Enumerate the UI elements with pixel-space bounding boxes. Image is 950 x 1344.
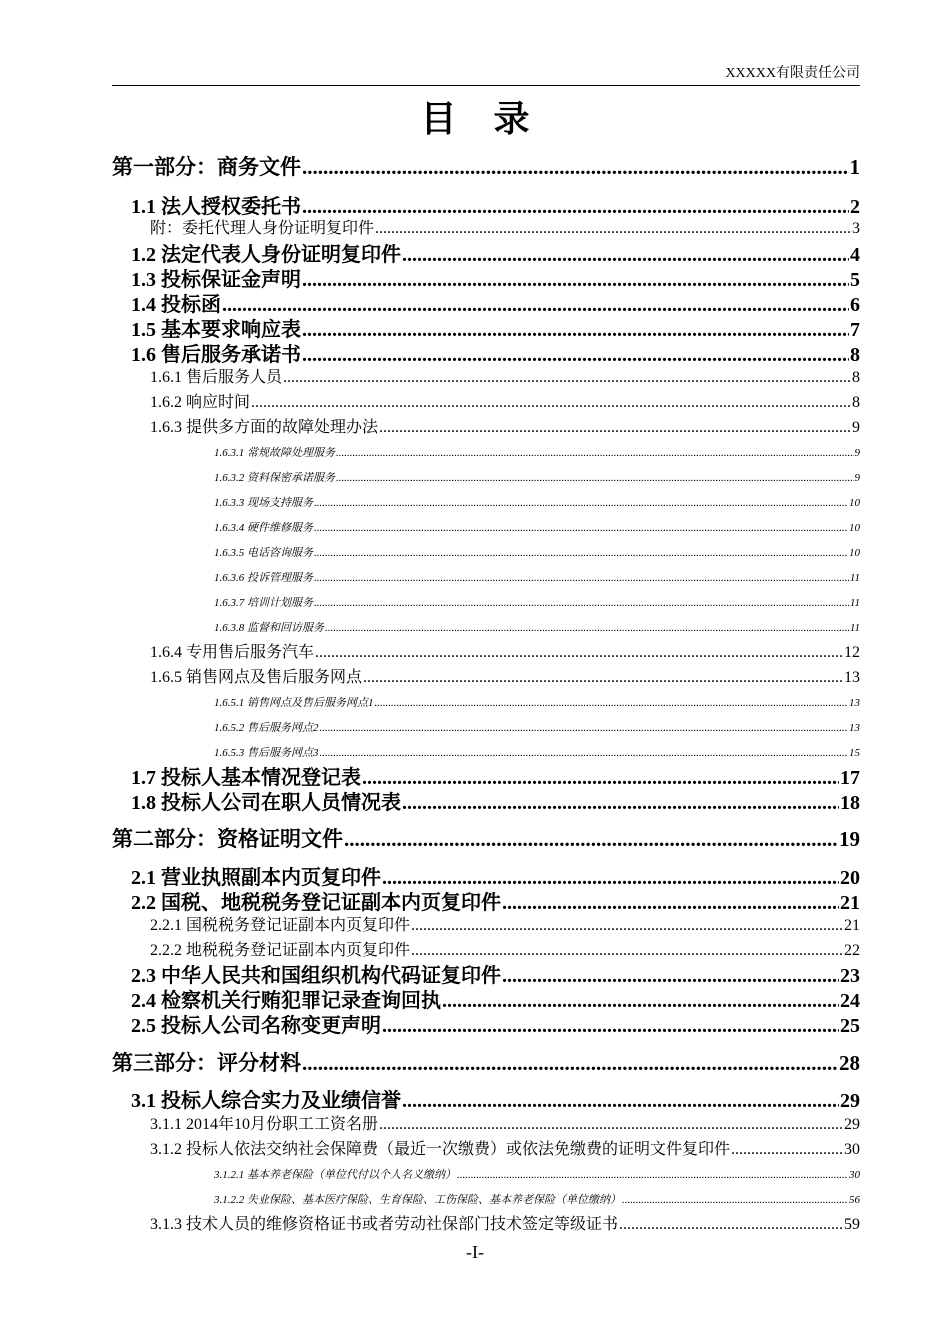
toc-entry[interactable]: 1.6.3.5 电话咨询服务 ..... 10 [214,546,860,560]
toc-entry[interactable]: 1.6 售后服务承诺书 ..... 8 [131,343,860,367]
page-number: -I- [466,1242,484,1262]
toc-entry[interactable]: 1.8 投标人公司在职人员情况表 ..... 18 [131,791,860,815]
toc-entry[interactable]: 1.5 基本要求响应表 ..... 7 [131,318,860,342]
toc-entry[interactable]: 2.5 投标人公司名称变更声明 ..... 25 [131,1014,860,1038]
toc-entry[interactable]: 1.6.2 响应时间 ..... 8 [150,393,860,413]
toc-entry[interactable]: 1.3 投标保证金声明 ..... 5 [131,268,860,292]
toc-entry[interactable]: 1.6.3.6 投诉管理服务 ..... 11 [214,571,860,585]
toc-entry[interactable]: 2.2 国税、地税税务登记证副本内页复印件 ..... 21 [131,891,860,915]
toc-entry[interactable]: 1.6.3 提供多方面的故障处理办法 ..... 9 [150,418,860,438]
toc-entry[interactable]: 2.1 营业执照副本内页复印件 ..... 20 [131,866,860,890]
toc-entry[interactable]: 1.6.3.7 培训计划服务 ..... 11 [214,596,860,610]
toc-entry[interactable]: 1.6.1 售后服务人员 ..... 8 [150,368,860,388]
toc-entry[interactable]: 1.1 法人授权委托书 ..... 2 [131,195,860,219]
toc-entry[interactable]: 1.4 投标函 ..... 6 [131,293,860,317]
page-title: 目 录 [420,99,544,139]
toc-entry[interactable]: 1.6.3.8 监督和回访服务 ..... 11 [214,621,860,635]
toc-entry[interactable]: 3.1.2 投标人依法交纳社会保障费（最近一次缴费）或依法免缴费的证明文件复印件 ..... 30 [150,1140,860,1160]
toc-entry[interactable]: 1.6.3.4 硬件维修服务 ..... 10 [214,521,860,535]
header-divider [112,85,860,86]
toc-entry[interactable]: 附：委托代理人身份证明复印件 ..... 3 [150,219,860,239]
toc-entry[interactable]: 1.6.3.2 资料保密承诺服务 ..... 9 [214,471,860,485]
toc-entry[interactable]: 1.7 投标人基本情况登记表 ..... 17 [131,766,860,790]
toc-entry-part-1[interactable]: 第一部分：商务文件 ..... 1 [112,154,860,180]
toc-entry-part-2[interactable]: 第二部分：资格证明文件 ..... 19 [112,826,860,852]
toc-entry[interactable]: 3.1.2.1 基本养老保险（单位代付以个人名义缴纳） ..... 30 [214,1168,860,1182]
toc-entry[interactable]: 2.2.2 地税税务登记证副本内页复印件 ..... 22 [150,941,860,961]
toc-entry[interactable]: 1.6.3.3 现场支持服务 ..... 10 [214,496,860,510]
toc-entry[interactable]: 1.6.3.1 常规故障处理服务 ..... 9 [214,446,860,460]
toc-entry[interactable]: 1.2 法定代表人身份证明复印件 ..... 4 [131,243,860,267]
toc-entry[interactable]: 3.1.3 技术人员的维修资格证书或者劳动社保部门技术签定等级证书 ..... 59 [150,1215,860,1235]
toc-entry[interactable]: 2.2.1 国税税务登记证副本内页复印件 ..... 21 [150,916,860,936]
toc-entry[interactable]: 1.6.5.2 售后服务网点2 ..... 13 [214,721,860,735]
toc-entry[interactable]: 3.1.1 2014年10月份职工工资名册 ..... 29 [150,1115,860,1135]
toc-entry[interactable]: 1.6.5.1 销售网点及售后服务网点1 ..... 13 [214,696,860,710]
toc-entry[interactable]: 1.6.4 专用售后服务汽车 ..... 12 [150,643,860,663]
toc-entry[interactable]: 1.6.5 销售网点及售后服务网点 ..... 13 [150,668,860,688]
toc-entry[interactable]: 2.3 中华人民共和国组织机构代码证复印件 ..... 23 [131,964,860,988]
toc-entry[interactable]: 3.1.2.2 失业保险、基本医疗保险、生育保险、工伤保险、基本养老保险（单位缴纳） ..... 56 [214,1193,860,1207]
toc-entry-part-3[interactable]: 第三部分：评分材料 ..... 28 [112,1050,860,1076]
page-header-company: XXXXX有限责任公司 [725,66,860,81]
toc-entry[interactable]: 1.6.5.3 售后服务网点3 ..... 15 [214,746,860,760]
toc-entry[interactable]: 2.4 检察机关行贿犯罪记录查询回执 ..... 24 [131,989,860,1013]
toc-entry[interactable]: 3.1 投标人综合实力及业绩信誉 ..... 29 [131,1089,860,1113]
